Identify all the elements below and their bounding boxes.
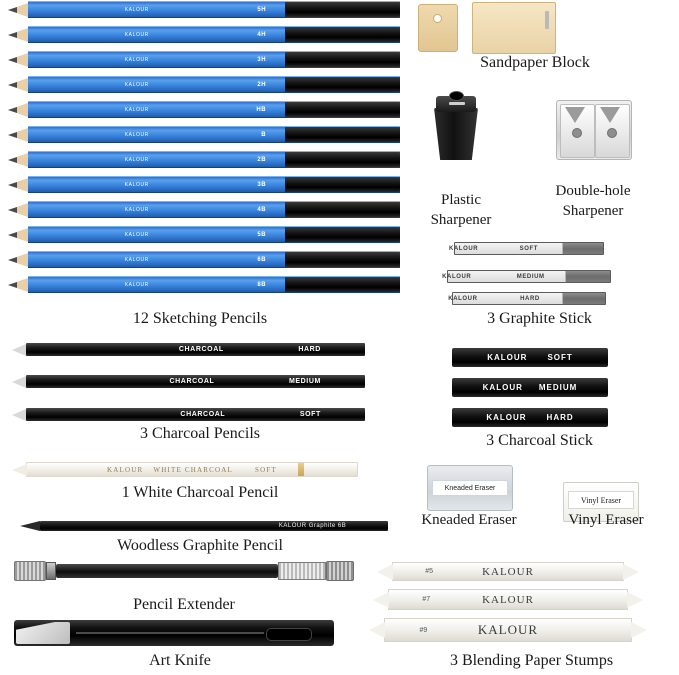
list-item bbox=[452, 378, 608, 397]
pencil-tip-icon bbox=[12, 344, 26, 356]
pencil-grade: 2B bbox=[257, 156, 267, 163]
pencil-lead-icon bbox=[8, 132, 17, 138]
stump-brand: KALOUR bbox=[482, 565, 534, 578]
pencil-brand: KALOUR bbox=[124, 6, 149, 13]
pencil-extender bbox=[14, 562, 354, 580]
pencil-lead-icon bbox=[8, 182, 17, 188]
list-item bbox=[8, 102, 400, 117]
list-item bbox=[448, 292, 606, 305]
knife-grip-panel bbox=[266, 628, 312, 641]
charcoal-stick-brand: KALOUR bbox=[486, 413, 527, 422]
stump-tip-right-icon bbox=[627, 592, 643, 608]
pencil-lead-icon bbox=[8, 257, 17, 263]
pencil-tip-icon bbox=[8, 178, 28, 192]
pencil-grade: 3H bbox=[257, 56, 267, 63]
extender-ring bbox=[46, 562, 56, 580]
charcoal-pencil-grade: SOFT bbox=[299, 411, 321, 418]
caption-art-knife: Art Knife bbox=[149, 652, 211, 669]
pencil-body bbox=[28, 101, 400, 118]
pencil-body bbox=[28, 76, 400, 93]
caption-double-hole-sharpener-line2: Sharpener bbox=[562, 203, 624, 219]
list-item bbox=[8, 277, 400, 292]
list-item bbox=[8, 202, 400, 217]
list-item bbox=[26, 408, 365, 421]
pencil-lead-icon bbox=[8, 207, 17, 213]
pencil-body bbox=[28, 226, 400, 243]
pencil-tip-icon bbox=[8, 153, 28, 167]
charcoal-stick-brand: KALOUR bbox=[487, 353, 528, 362]
pencil-brand: KALOUR bbox=[124, 281, 149, 288]
stump-tip-left-icon bbox=[377, 564, 393, 580]
pencil-ferrule-end bbox=[285, 277, 400, 292]
pencil-body bbox=[28, 201, 400, 218]
graphite-stick-grade: HARD bbox=[520, 295, 540, 302]
pencil-ferrule-end bbox=[285, 102, 400, 117]
list-item bbox=[388, 589, 628, 610]
vinyl-eraser-label: Vinyl Eraser bbox=[568, 491, 634, 509]
pencil-tip-icon bbox=[8, 278, 28, 292]
pencil-ferrule-end bbox=[285, 77, 400, 92]
pencil-lead-icon bbox=[8, 107, 17, 113]
pencil-body bbox=[28, 1, 400, 18]
charcoal-pencil-label: CHARCOAL bbox=[178, 346, 224, 353]
pencil-tip-icon bbox=[8, 78, 28, 92]
white-charcoal-label: WHITE CHARCOAL bbox=[153, 465, 234, 474]
stump-tip-right-icon bbox=[623, 564, 639, 580]
caption-charcoal-pencils: 3 Charcoal Pencils bbox=[140, 425, 260, 442]
pencil-tip-icon bbox=[8, 53, 28, 67]
list-item bbox=[26, 375, 365, 388]
stump-size: #5 bbox=[425, 568, 433, 575]
pencil-grade: 3B bbox=[257, 181, 267, 188]
caption-double-hole-sharpener-line1: Double-hole bbox=[555, 183, 631, 199]
pencil-body bbox=[28, 176, 400, 193]
caption-plastic-sharpener-line1: Plastic bbox=[441, 192, 481, 208]
pencil-body bbox=[28, 26, 400, 43]
pencil-ferrule-end bbox=[285, 252, 400, 267]
pencil-lead-icon bbox=[8, 157, 17, 163]
pencil-brand: KALOUR bbox=[124, 231, 149, 238]
charcoal-stick-grade: HARD bbox=[546, 413, 574, 422]
pencil-brand: KALOUR bbox=[124, 156, 149, 163]
pencil-tip-icon bbox=[8, 203, 28, 217]
pencil-body bbox=[28, 51, 400, 68]
list-item bbox=[8, 252, 400, 267]
graphite-stick-brand: KALOUR bbox=[448, 295, 478, 302]
list-item bbox=[8, 127, 400, 142]
plastic-sharpener bbox=[434, 94, 480, 164]
list-item bbox=[392, 562, 624, 581]
pencil-grade: HB bbox=[256, 106, 267, 113]
pencil-ferrule-end bbox=[285, 227, 400, 242]
pencil-lead-icon bbox=[8, 7, 17, 13]
pencil-tip-icon bbox=[8, 28, 28, 42]
sharpener-screw-right-icon bbox=[607, 128, 617, 138]
white-charcoal-brand: KALOUR bbox=[107, 465, 144, 474]
pencil-lead-icon bbox=[8, 232, 17, 238]
kneaded-eraser-label: Kneaded Eraser bbox=[432, 480, 508, 496]
pencil-body bbox=[28, 251, 400, 268]
art-knife bbox=[14, 620, 334, 646]
list-item bbox=[452, 408, 608, 427]
pencil-ferrule-end bbox=[285, 2, 400, 17]
pencil-ferrule-end bbox=[285, 52, 400, 67]
stump-tip-right-icon bbox=[631, 622, 647, 638]
kneaded-eraser bbox=[427, 465, 513, 511]
charcoal-pencil-label: CHARCOAL bbox=[180, 411, 226, 418]
extender-end-cap bbox=[326, 561, 354, 581]
pencil-brand: KALOUR bbox=[124, 56, 149, 63]
pencil-gold-band bbox=[298, 463, 304, 476]
charcoal-pencil-grade: HARD bbox=[298, 346, 321, 353]
pencil-body bbox=[28, 126, 400, 143]
pencil-tip-icon bbox=[8, 253, 28, 267]
sharpener-hole-icon bbox=[449, 91, 464, 101]
pencil-brand: KALOUR bbox=[124, 81, 149, 88]
pencil-brand: KALOUR bbox=[124, 181, 149, 188]
pencil-brand: KALOUR bbox=[124, 106, 149, 113]
pencil-ferrule-end bbox=[285, 127, 400, 142]
caption-vinyl-eraser: Vinyl Eraser bbox=[568, 512, 644, 528]
pencil-brand: KALOUR bbox=[124, 31, 149, 38]
pencil-tip-icon bbox=[12, 464, 27, 476]
pencil-ferrule-end bbox=[285, 177, 400, 192]
list-item bbox=[26, 343, 365, 356]
pencil-brand: KALOUR bbox=[124, 256, 149, 263]
caption-blending-stumps: 3 Blending Paper Stumps bbox=[449, 652, 614, 669]
sandpaper-pad bbox=[472, 2, 556, 54]
charcoal-stick-brand: KALOUR bbox=[482, 383, 523, 392]
stump-tip-left-icon bbox=[369, 622, 385, 638]
graphite-stick-grade: MEDIUM bbox=[516, 273, 545, 280]
knife-blade bbox=[16, 622, 70, 644]
list-item bbox=[8, 27, 400, 42]
graphite-stick-grade: SOFT bbox=[519, 245, 539, 252]
graphite-stick-brand: KALOUR bbox=[442, 273, 472, 280]
pencil-lead-icon bbox=[8, 32, 17, 38]
stump-size: #7 bbox=[422, 596, 431, 603]
white-charcoal-pencil bbox=[26, 462, 358, 477]
pencil-grade: 5B bbox=[257, 231, 267, 238]
graphite-stick-brand: KALOUR bbox=[448, 245, 479, 252]
list-item bbox=[8, 177, 400, 192]
pencil-grade: 2H bbox=[257, 81, 267, 88]
woodless-graphite-label: KALOUR Graphite 6B bbox=[278, 523, 347, 529]
pencil-grade: 5H bbox=[257, 6, 267, 13]
charcoal-stick-grade: MEDIUM bbox=[538, 383, 578, 392]
pencil-grade: B bbox=[261, 131, 267, 138]
pencil-tip-icon bbox=[20, 521, 40, 531]
stump-brand: KALOUR bbox=[482, 593, 534, 606]
pencil-body bbox=[28, 151, 400, 168]
woodless-graphite-pencil bbox=[40, 521, 388, 531]
list-item bbox=[8, 152, 400, 167]
pencil-tip-icon bbox=[8, 228, 28, 242]
extender-barrel bbox=[56, 564, 278, 578]
caption-sandpaper-block: Sandpaper Block bbox=[480, 54, 590, 71]
list-item bbox=[442, 270, 611, 283]
charcoal-stick-grade: SOFT bbox=[547, 353, 573, 362]
extender-jaw bbox=[14, 561, 46, 581]
caption-woodless-graphite-pencil: Woodless Graphite Pencil bbox=[117, 537, 283, 554]
double-hole-sharpener bbox=[556, 100, 632, 160]
pencil-tip-icon bbox=[8, 128, 28, 142]
caption-plastic-sharpener-line2: Sharpener bbox=[430, 212, 492, 228]
white-charcoal-grade: SOFT bbox=[255, 465, 277, 474]
sharpener-hole-right-icon bbox=[600, 107, 620, 123]
pencil-grade: 4H bbox=[257, 31, 267, 38]
pencil-lead-icon bbox=[8, 57, 17, 63]
pencil-lead-icon bbox=[8, 82, 17, 88]
pencil-tip-icon bbox=[12, 376, 26, 388]
stump-brand: KALOUR bbox=[477, 622, 539, 637]
pencil-tip-icon bbox=[12, 409, 26, 421]
pencil-lead-icon bbox=[8, 282, 17, 288]
sharpener-hole-left-icon bbox=[565, 107, 585, 123]
pencil-brand: KALOUR bbox=[124, 131, 149, 138]
pencil-grade: 8B bbox=[257, 281, 267, 288]
pencil-ferrule-end bbox=[285, 27, 400, 42]
list-item bbox=[384, 618, 632, 642]
charcoal-pencil-label: CHARCOAL bbox=[169, 378, 215, 385]
caption-charcoal-stick: 3 Charcoal Stick bbox=[486, 432, 593, 449]
extender-grip bbox=[278, 562, 326, 580]
pencil-tip-icon bbox=[8, 103, 28, 117]
list-item bbox=[452, 348, 608, 367]
caption-white-charcoal-pencil: 1 White Charcoal Pencil bbox=[121, 484, 279, 501]
list-item bbox=[8, 227, 400, 242]
pencil-ferrule-end bbox=[285, 152, 400, 167]
sharpener-blade-icon bbox=[449, 102, 465, 105]
list-item bbox=[8, 2, 400, 17]
stump-tip-left-icon bbox=[373, 592, 389, 608]
knife-slider-track bbox=[76, 632, 264, 634]
list-item bbox=[8, 77, 400, 92]
caption-graphite-stick: 3 Graphite Stick bbox=[487, 310, 592, 327]
sandpaper-hole-icon bbox=[433, 14, 442, 23]
sharpener-screw-left-icon bbox=[572, 128, 582, 138]
sandpaper-clip bbox=[545, 11, 549, 29]
pencil-body bbox=[28, 276, 400, 293]
pencil-ferrule-end bbox=[285, 202, 400, 217]
pencil-grade: 6B bbox=[257, 256, 267, 263]
pencil-brand: KALOUR bbox=[124, 206, 149, 213]
stump-size: #9 bbox=[419, 626, 428, 634]
pencil-grade: 4B bbox=[257, 206, 267, 213]
sharpener-body bbox=[434, 108, 478, 160]
list-item bbox=[448, 242, 604, 255]
pencil-tip-icon bbox=[8, 3, 28, 17]
sandpaper-handle bbox=[418, 4, 458, 52]
list-item bbox=[8, 52, 400, 67]
charcoal-pencil-grade: MEDIUM bbox=[288, 378, 321, 385]
caption-sketching-pencils: 12 Sketching Pencils bbox=[132, 310, 268, 327]
caption-kneaded-eraser: Kneaded Eraser bbox=[421, 512, 517, 528]
caption-pencil-extender: Pencil Extender bbox=[133, 596, 235, 613]
